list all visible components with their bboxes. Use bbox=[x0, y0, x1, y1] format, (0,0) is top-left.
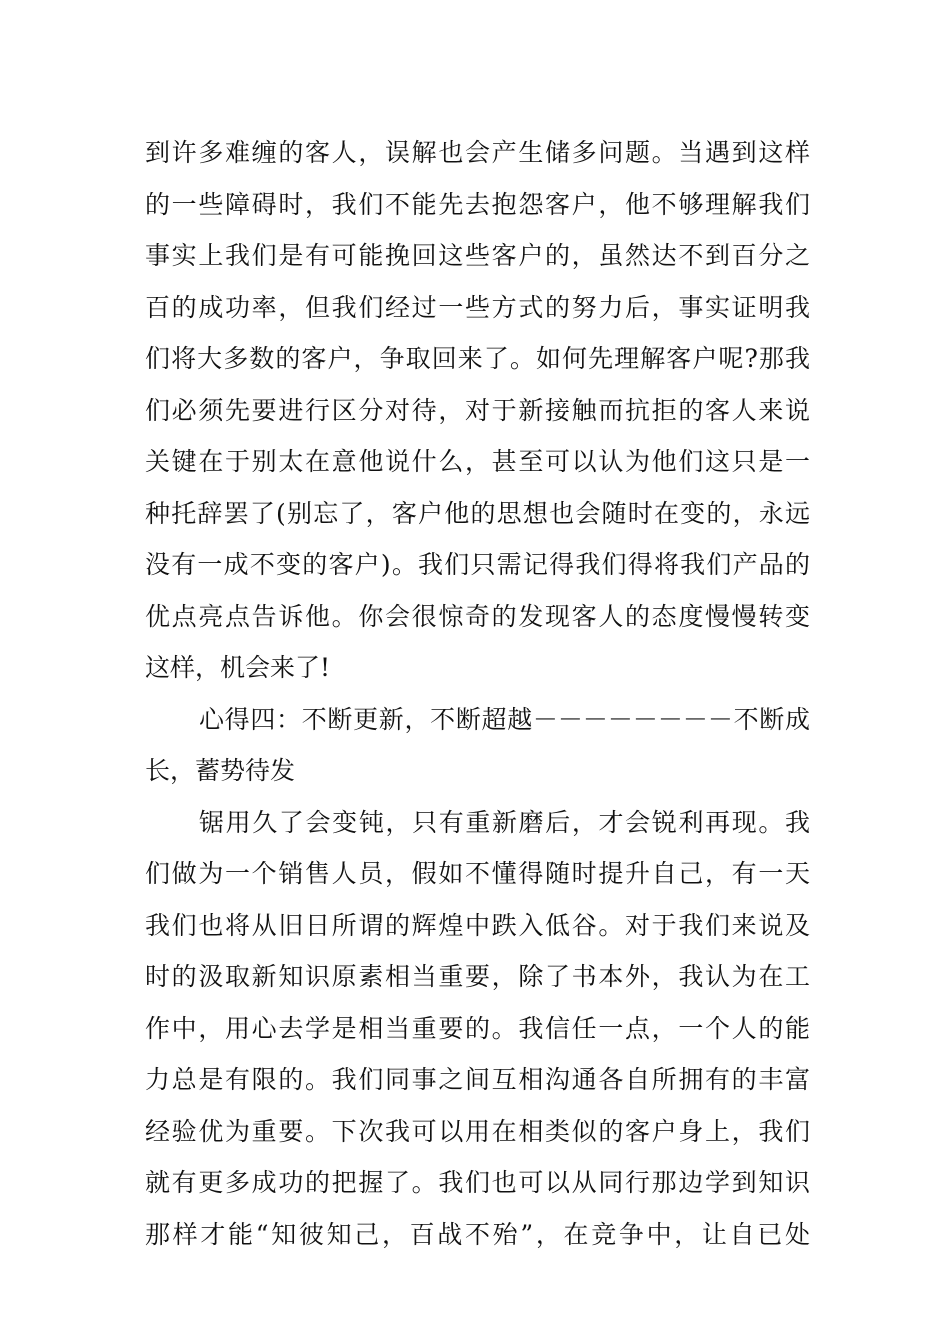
section-heading-line: 心得四：不断更新，不断超越－－－－－－－－不断成 bbox=[199, 704, 810, 734]
text-line: 们必须先要进行区分对待，对于新接触而抗拒的客人来说 bbox=[145, 395, 810, 425]
text-line: 力总是有限的。我们同事之间互相沟通各自所拥有的丰富 bbox=[145, 1065, 810, 1094]
text-line: 没有一成不变的客户)。我们只需记得我们得将我们产品的 bbox=[145, 550, 810, 579]
text-line: 的一些障碍时，我们不能先去抱怨客户，他不够理解我们 bbox=[145, 189, 810, 219]
text-line: 这样，机会来了! bbox=[145, 653, 331, 682]
text-line: 事实上我们是有可能挽回这些客户的，虽然达不到百分之 bbox=[145, 241, 810, 270]
body-text bbox=[145, 127, 810, 1260]
text-line: 经验优为重要。下次我可以用在相类似的客户身上，我们 bbox=[145, 1116, 810, 1146]
text-line: 就有更多成功的把握了。我们也可以从同行那边学到知识 bbox=[145, 1168, 810, 1197]
text-line: 锯用久了会变钝，只有重新磨后，才会锐利再现。我 bbox=[199, 807, 810, 837]
text-line: 关键在于别太在意他说什么，甚至可以认为他们这只是一 bbox=[145, 447, 810, 476]
text-line: 作中，用心去学是相当重要的。我信任一点，一个人的能 bbox=[145, 1013, 810, 1043]
text-line: 百的成功率，但我们经过一些方式的努力后，事实证明我 bbox=[145, 292, 810, 322]
section-heading-line: 长，蓄势待发 bbox=[145, 756, 296, 785]
text-line: 时的汲取新知识原素相当重要，除了书本外，我认为在工 bbox=[145, 962, 810, 991]
text-line: 我们也将从旧日所谓的辉煌中跌入低谷。对于我们来说及 bbox=[145, 910, 810, 940]
text-line: 们做为一个销售人员，假如不懂得随时提升自己，有一天 bbox=[145, 859, 810, 888]
text-line: 种托辞罢了(别忘了，客户他的思想也会随时在变的，永远 bbox=[145, 498, 810, 528]
text-line: 那样才能“知彼知己，百战不殆”，在竞争中，让自已处 bbox=[145, 1219, 810, 1249]
text-line: 优点亮点告诉他。你会很惊奇的发现客人的态度慢慢转变 bbox=[145, 601, 810, 631]
text-line: 到许多难缠的客人，误解也会产生储多问题。当遇到这样 bbox=[145, 138, 810, 167]
text-line: 们将大多数的客户，争取回来了。如何先理解客户呢?那我 bbox=[145, 344, 810, 373]
